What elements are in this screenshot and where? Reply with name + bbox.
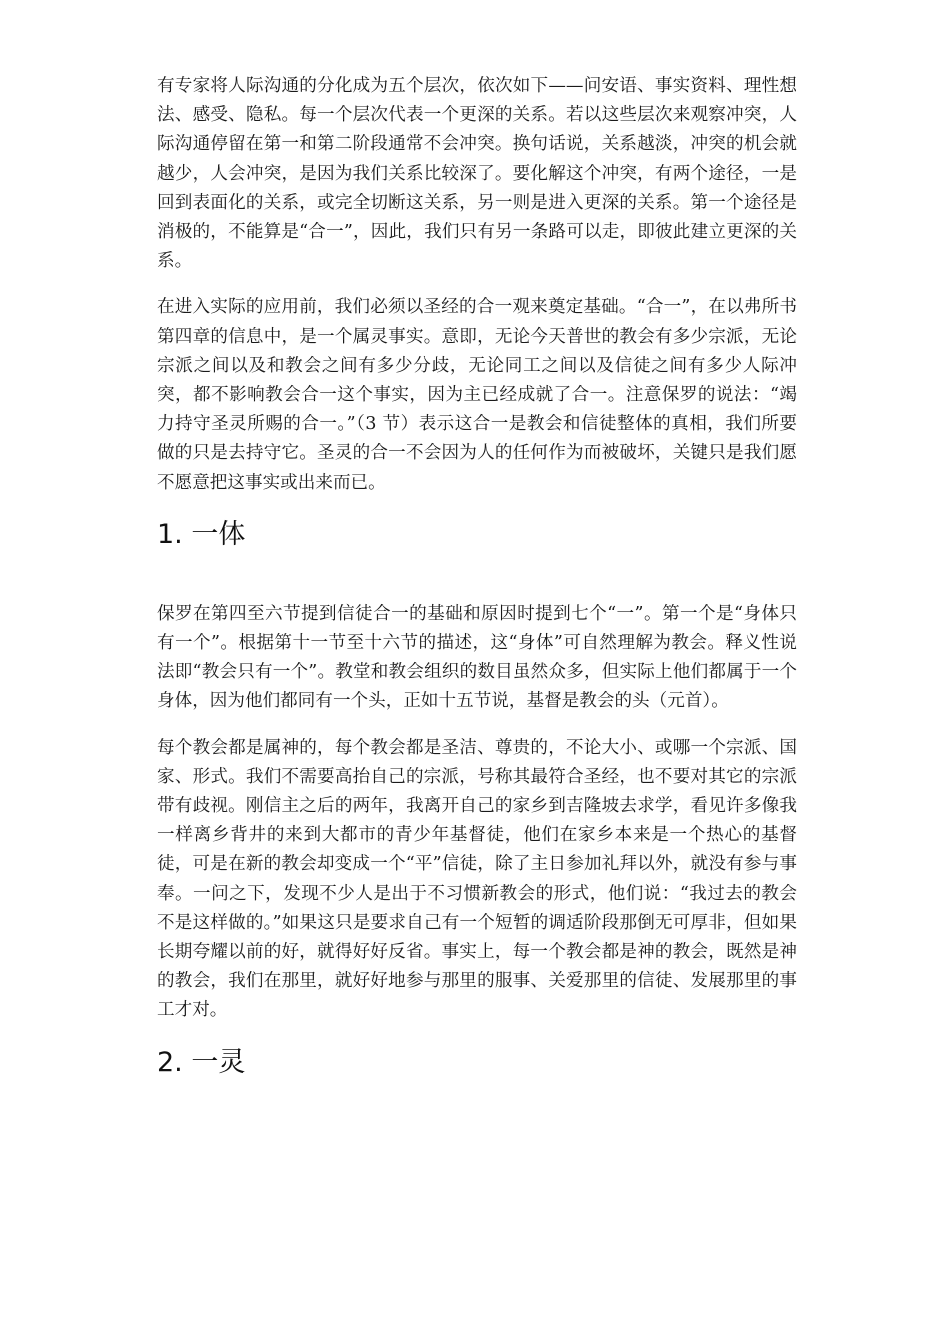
- section-heading-one-body: 1. 一体: [157, 518, 246, 550]
- intro-paragraph-2: 在进入实际的应用前，我们必须以圣经的合一观来奠定基础。“合一”，在以弗所书第四章的信息中，是一个属灵事实。意即，无论今天普世的教会有多少宗派，无论宗派之间以及和教会之间有多少分歧，无论同工之间以及信徒之间有多少人际冲突，都不影响教会合一这个事实，因为主已经成就了合一。注意保罗的说法：“竭力持守圣灵所赐的合一。”（3 节）表示这合一是教会和信徒整体的真相，我们所要做的只是去持守它。圣灵的合一不会因为人的任何作为而被破坏，关键只是我们愿不愿意把这事实或出来而已。: [157, 297, 797, 493]
- intro-paragraph-1: 有专家将人际沟通的分化成为五个层次，依次如下——问安语、事实资料、理性想法、感受、隐私。每一个层次代表一个更深的关系。若以这些层次来观察冲突，人际沟通停留在第一和第二阶段通常不会冲突。换句话说，关系越淡，冲突的机会就越少，人会冲突，是因为我们关系比较深了。要化解这个冲突，有两个途径，一是回到表面化的关系，或完全切断这关系，另一则是进入更深的关系。第一个途径是消极的，不能算是“合一”，因此，我们只有另一条路可以走，即彼此建立更深的关系。: [157, 76, 797, 272]
- section1-paragraph-1: 保罗在第四至六节提到信徒合一的基础和原因时提到七个“一”。第一个是“身体只有一个”。根据第十一节至十六节的描述，这“身体”可自然理解为教会。释义性说法即“教会只有一个”。教堂和教会组织的数目虽然众多，但实际上他们都属于一个身体，因为他们都同有一个头，正如十五节说，基督是教会的头（元首）。: [157, 603, 797, 712]
- section1-paragraph-2: 每个教会都是属神的，每个教会都是圣洁、尊贵的，不论大小、或哪一个宗派、国家、形式。我们不需要高抬自己的宗派，号称其最符合圣经，也不要对其它的宗派带有歧视。刚信主之后的两年，我离开自己的家乡到吉隆坡去求学，看见许多像我一样离乡背井的来到大都市的青少年基督徒，他们在家乡本来是一个热心的基督徒，可是在新的教会却变成一个“平”信徒，除了主日参加礼拜以外，就没有参与事奉。一问之下，发现不少人是出于不习惯新教会的形式，他们说：“我过去的教会不是这样做的。”如果这只是要求自己有一个短暂的调适阶段那倒无可厚非，但如果长期夸耀以前的好，就得好好反省。事实上，每一个教会都是神的教会，既然是神的教会，我们在那里，就好好地参与那里的服事、关爱那里的信徒、发展那里的事工才对。: [157, 737, 797, 1021]
- section-heading-one-spirit: 2. 一灵: [157, 1046, 246, 1078]
- document-body: [157, 72, 797, 1083]
